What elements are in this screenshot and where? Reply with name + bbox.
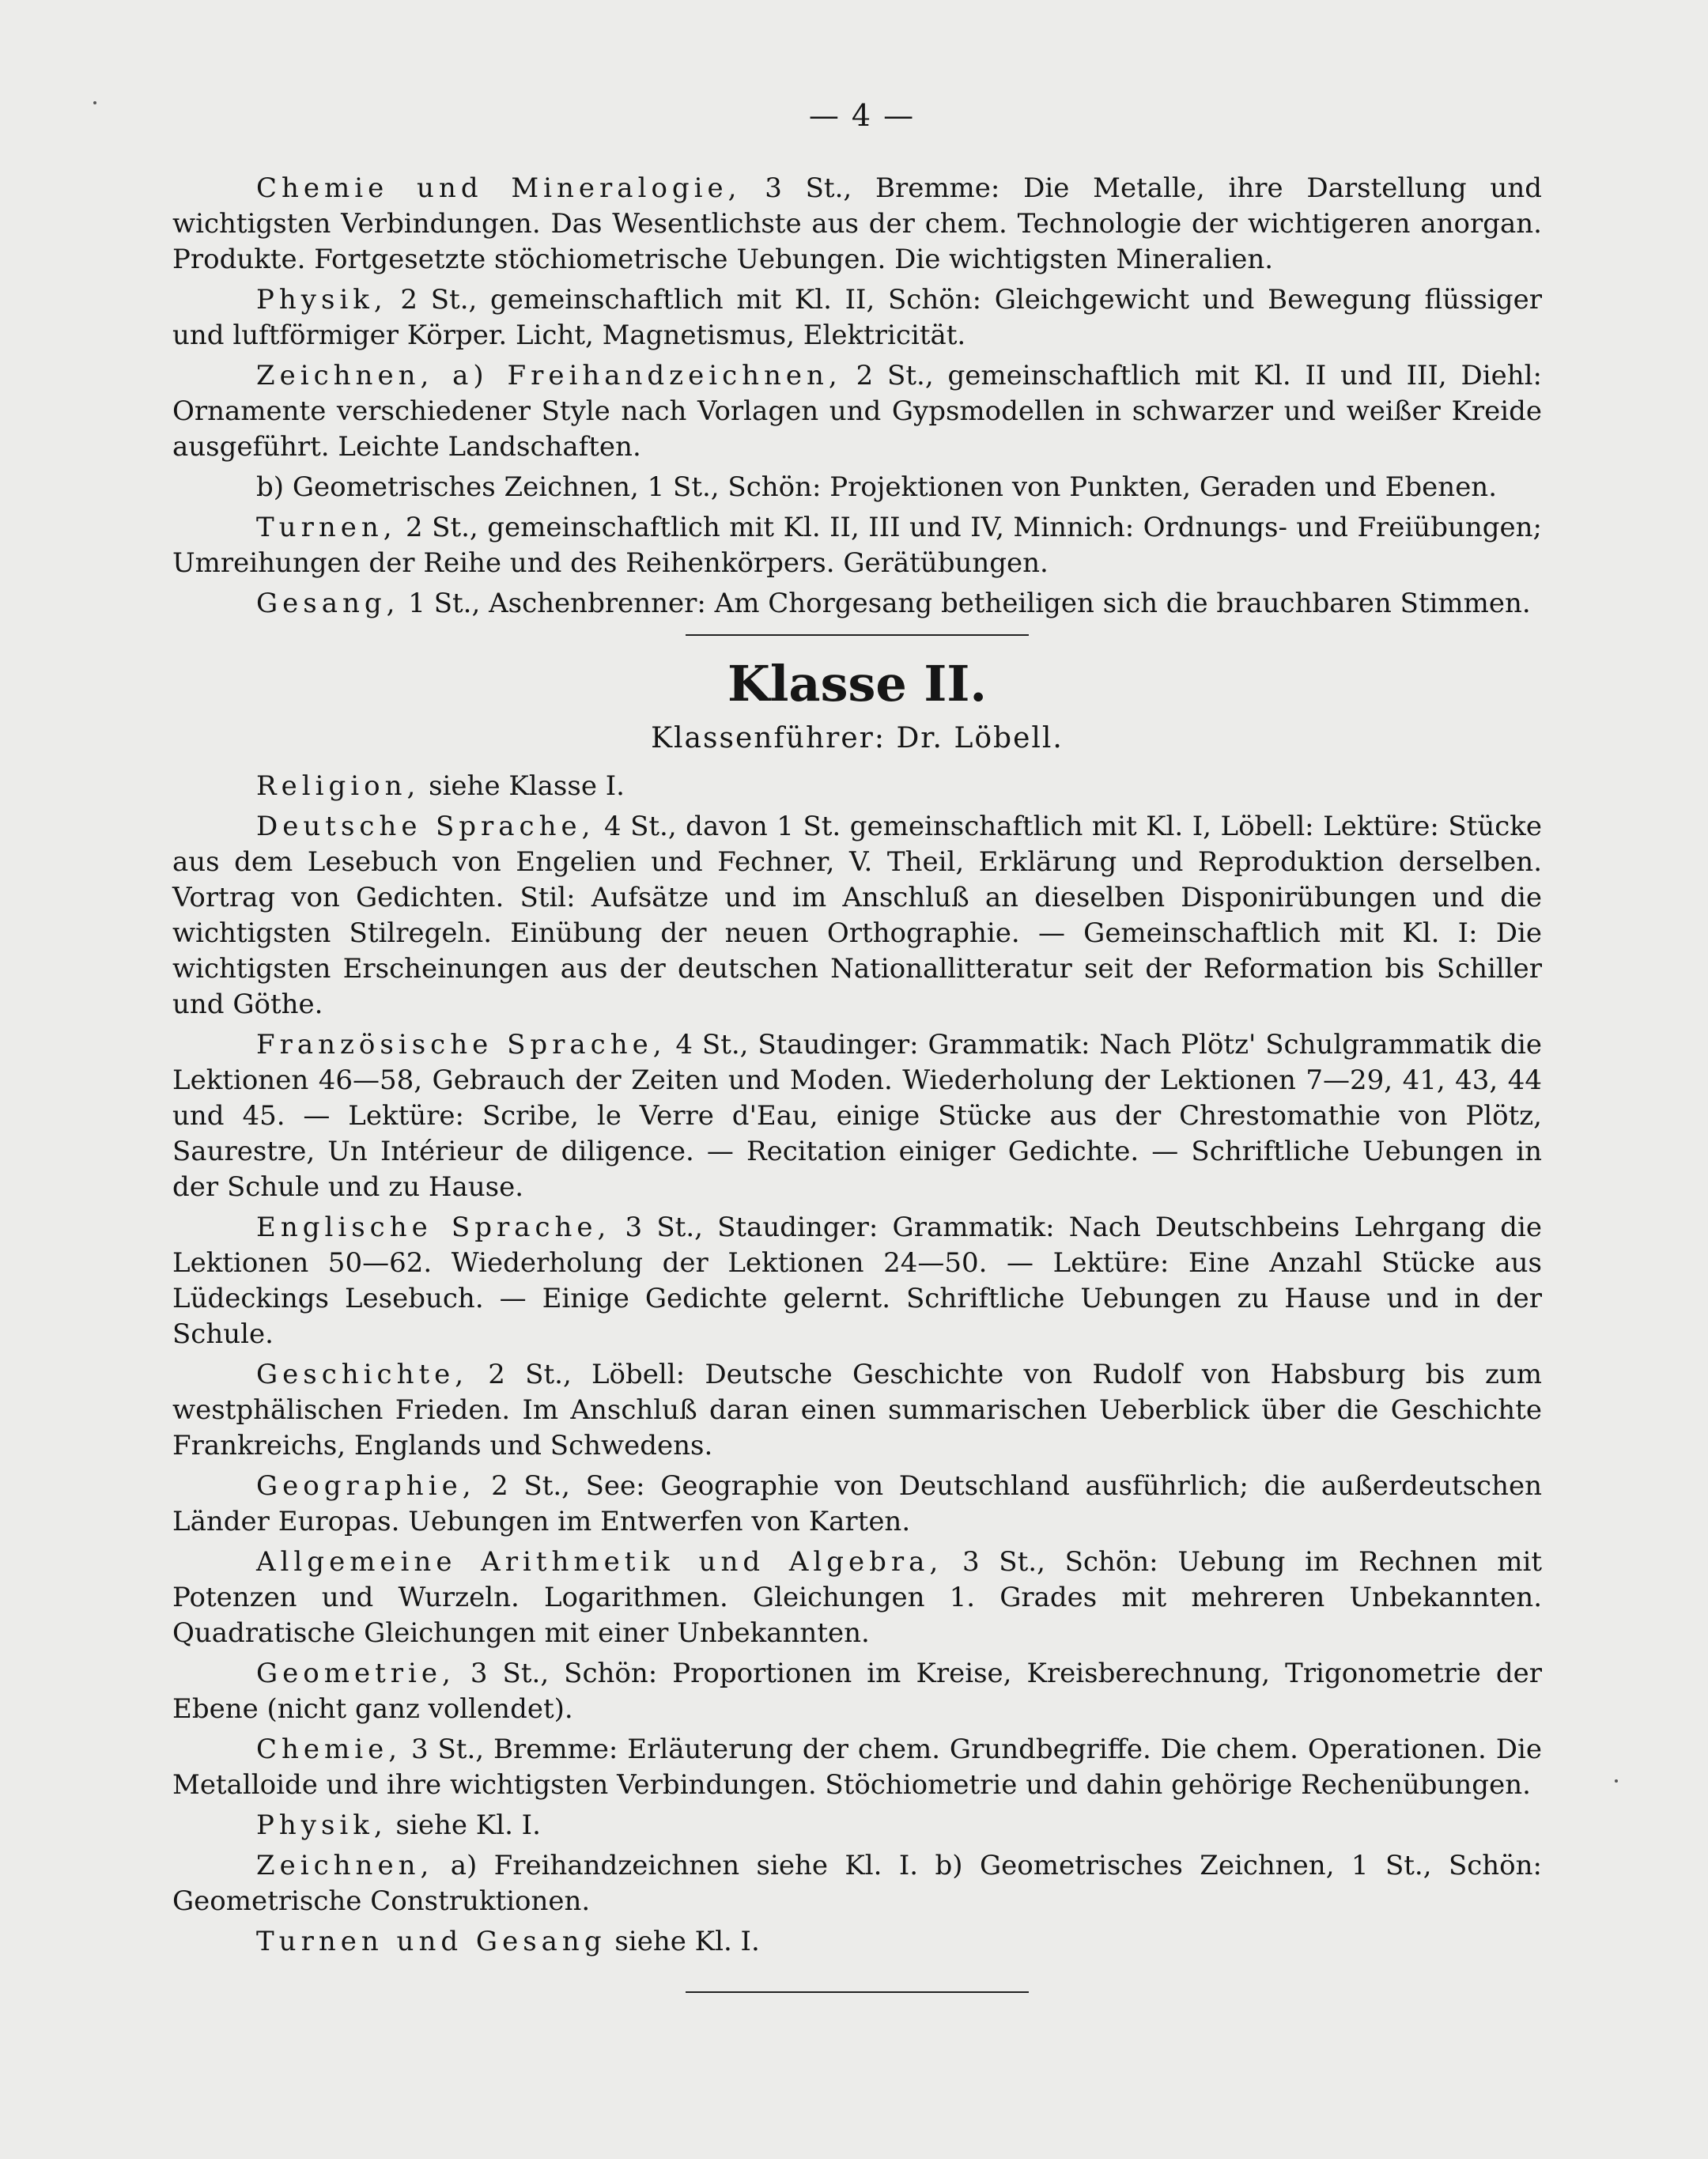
class-one-continued [172, 171, 1542, 622]
subject-name: Gesang, [256, 588, 400, 619]
course-description: 3 St., Staudinger: Grammatik: Nach Deutschbeins Lehrgang die Lektionen 50—62. Wiederholung der Lektionen 24—50. — Lektüre: Eine Anzahl Stücke aus Lüdeckings Lesebuch. — Einige Gedichte gelernt. Schriftliche Uebungen zu Hause und in der Schule. [172, 1212, 1542, 1350]
subject-name: Turnen, [256, 512, 397, 543]
course-description: 2 St., See: Geographie von Deutschland ausführlich; die außerdeutschen Länder Europas. Uebungen im Entwerfen von Karten. [172, 1470, 1542, 1537]
course-description: 2 St., gemeinschaftlich mit Kl. II, Schön: Gleichgewicht und Bewegung flüssiger und luftförmiger Körper. Licht, Magnetismus, Elektricität. [172, 284, 1542, 351]
course-description: 3 St., Bremme: Erläuterung der chem. Grundbegriffe. Die chem. Operationen. Die Metalloide und ihre wichtigsten Verbindungen. Stöchiometrie und dahin gehörige Rechenübungen. [172, 1734, 1542, 1801]
subject-name: Religion, [256, 770, 421, 802]
course-entry [172, 171, 1542, 278]
course-description: 1 St., Aschenbrenner: Am Chorgesang betheiligen sich die brauchbaren Stimmen. [399, 588, 1531, 619]
subject-name: Turnen und Gesang [256, 1926, 606, 1957]
course-entry [172, 1210, 1542, 1352]
course-description: 2 St., Löbell: Deutsche Geschichte von Rudolf von Habsburg bis zum westphälischen Frieden. Im Anschluß daran einen summarischen Ueberblick über die Geschichte Frankreichs, Englands und Schwedens. [172, 1359, 1542, 1461]
course-description: 4 St., Staudinger: Grammatik: Nach Plötz' Schulgrammatik die Lektionen 46—58, Gebrauch der Zeiten und Moden. Wiederholung der Lektionen 7—29, 41, 43, 44 und 45. — Lektüre: Scribe, le Verre d'Eau, einige Stücke aus der Chrestomathie von Plötz, Saurestre, Un Intérieur de diligence. — Recitation einiger Gedichte. — Schriftliche Uebungen in der Schule und zu Hause. [172, 1029, 1542, 1203]
subject-name: Deutsche Sprache, [256, 811, 595, 842]
course-entry [172, 1656, 1542, 1727]
page-number: — 4 — [808, 98, 916, 133]
course-entry [172, 1469, 1542, 1540]
course-entry [172, 1924, 1542, 1960]
course-entry [172, 1027, 1542, 1205]
course-description: a) Freihandzeichnen siehe Kl. I. b) Geometrisches Zeichnen, 1 St., Schön: Geometrische Construktionen. [172, 1850, 1542, 1917]
course-description: 2 St., gemeinschaftlich mit Kl. II, III und IV, Minnich: Ordnungs- und Freiübungen; Umreihungen der Reihe und des Reihenkörpers. Gerätübungen. [172, 512, 1542, 579]
course-entry [172, 809, 1542, 1023]
course-description: 3 St., Schön: Proportionen im Kreise, Kreisberechnung, Trigonometrie der Ebene (nicht ganz vollendet). [172, 1658, 1542, 1725]
course-entry [172, 1808, 1542, 1843]
course-description: 3 St., Schön: Uebung im Rechnen mit Potenzen und Wurzeln. Logarithmen. Gleichungen 1. Grades mit mehreren Unbekannten. Quadratische Gleichungen mit einer Unbekannten. [172, 1546, 1542, 1649]
course-entry [172, 769, 1542, 804]
subject-name: Chemie und Mineralogie, [256, 172, 742, 204]
course-description: 2 St., gemeinschaftlich mit Kl. II und III, Diehl: Ornamente verschiedener Style nach Vorlagen und Gypsmodellen in schwarzer und weißer Kreide ausgeführt. Leichte Landschaften. [172, 360, 1542, 463]
subject-name: Zeichnen, a) Freihandzeichnen, [256, 360, 842, 391]
class-leader: Klassenführer: Dr. Löbell. [651, 722, 1064, 754]
course-entry [172, 1848, 1542, 1919]
subject-name: Französische Sprache, [256, 1029, 667, 1061]
course-entry [172, 470, 1542, 505]
subject-name: Englische Sprache, [256, 1212, 611, 1243]
course-description: siehe Kl. I. [387, 1809, 541, 1841]
subject-name: Physik, [256, 284, 387, 316]
class-heading: Klasse II. [727, 655, 988, 713]
course-entry [172, 282, 1542, 354]
subject-name: Physik, [256, 1809, 387, 1841]
course-entry [172, 1732, 1542, 1803]
subject-name: Geographie, [256, 1470, 476, 1502]
class-two-section [172, 653, 1542, 1960]
course-description: siehe Kl. I. [606, 1926, 760, 1957]
section-divider [686, 634, 1029, 636]
subject-name: Zeichnen, [256, 1850, 434, 1881]
course-description: b) Geometrisches Zeichnen, 1 St., Schön: Projektionen von Punkten, Geraden und Ebenen. [256, 471, 1498, 503]
course-entry [172, 510, 1542, 581]
section-divider-bottom [686, 1991, 1029, 1993]
page-body [172, 171, 1542, 1993]
course-entry [172, 1545, 1542, 1651]
course-entry [172, 586, 1542, 622]
subject-name: Geometrie, [256, 1658, 455, 1689]
course-description: 3 St., Bremme: Die Metalle, ihre Darstellung und wichtigsten Verbindungen. Das Wesentlichste aus der chem. Technologie der wichtigeren anorgan. Produkte. Fortgesetzte stöchiometrische Uebungen. Die wichtigsten Mineralien. [172, 172, 1542, 275]
subject-name: Geschichte, [256, 1359, 469, 1390]
dust-speck [1615, 1779, 1618, 1783]
subject-name: Allgemeine Arithmetik und Algebra, [256, 1546, 943, 1578]
course-description: 4 St., davon 1 St. gemeinschaftlich mit Kl. I, Löbell: Lektüre: Stücke aus dem Lesebuch von Engelien und Fechner, V. Theil, Erklärung und Reproduktion derselben. Vortrag von Gedichten. Stil: Aufsätze und im Anschluß an dieselben Disponirübungen und die wichtigsten Stilregeln. Einübung der neuen Orthographie. — Gemeinschaftlich mit Kl. I: Die wichtigsten Erscheinungen aus der deutschen Nationallitteratur seit der Reformation bis Schiller und Göthe. [172, 811, 1542, 1020]
course-entry [172, 358, 1542, 465]
subject-name: Chemie, [256, 1734, 402, 1765]
course-description: siehe Klasse I. [420, 770, 625, 802]
course-entry [172, 1357, 1542, 1464]
